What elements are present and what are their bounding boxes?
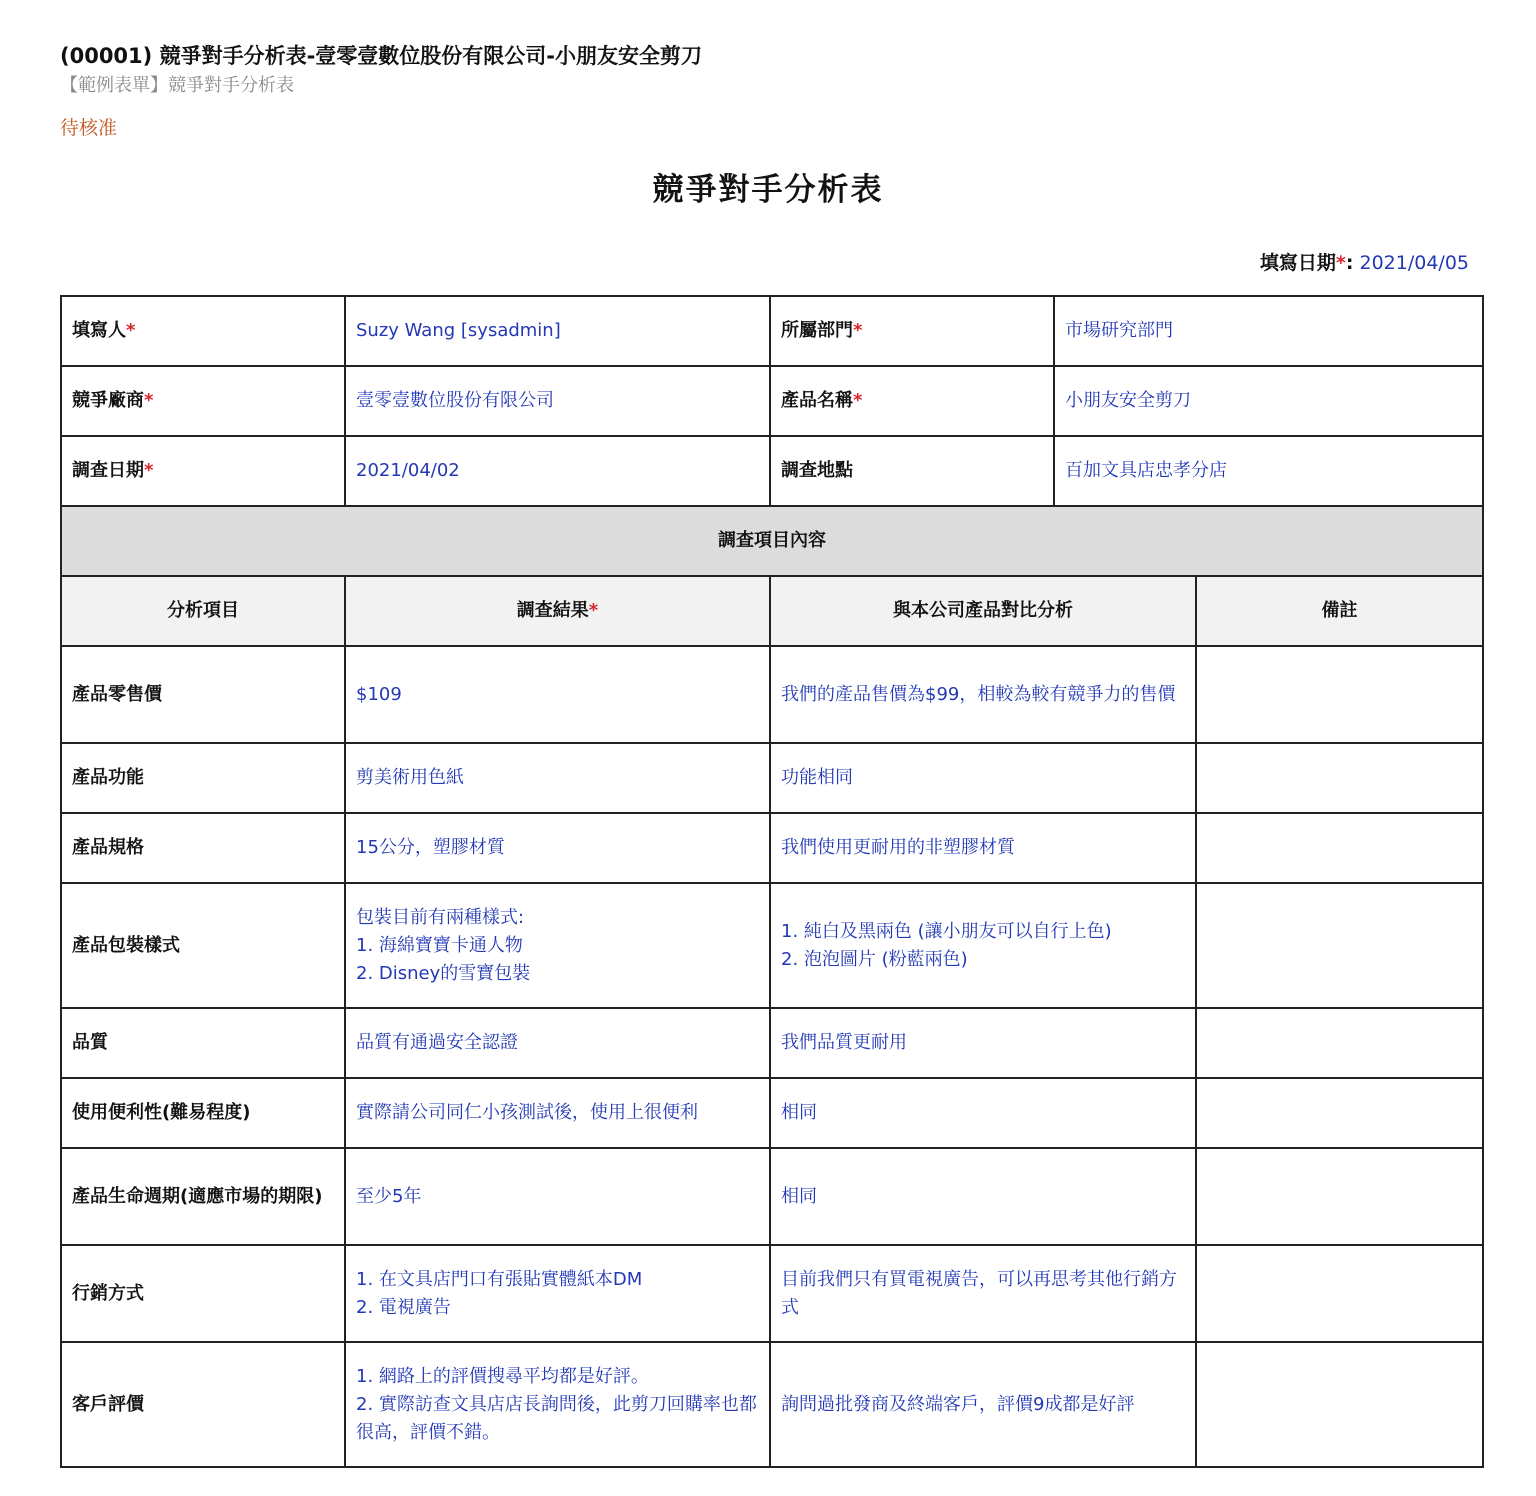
row-comparison: 1. 純白及黑兩色 (讓小朋友可以自行上色) 2. 泡泡圖片 (粉藍兩色) [770,883,1196,1008]
fill-date-colon: : [1345,252,1354,274]
table-row [61,1008,1483,1078]
row-item: 行銷方式 [61,1245,345,1342]
status-badge: 待核准 [60,117,118,139]
survey-date-value: 2021/04/02 [345,436,770,506]
row-item: 使用便利性(難易程度) [61,1078,345,1148]
row-notes [1196,646,1483,743]
row-item: 產品零售價 [61,646,345,743]
row-comparison: 相同 [770,1148,1196,1245]
row-item: 品質 [61,1008,345,1078]
column-header-row [61,576,1483,646]
department-label: 所屬部門* [770,296,1054,366]
survey-location-label: 調查地點 [770,436,1054,506]
form-title: 競爭對手分析表 [652,172,884,208]
row-result: 1. 網路上的評價搜尋平均都是好評。 2. 實際訪查文具店店長詢問後，此剪刀回購率也都很高，評價不錯。 [345,1342,770,1467]
row-result: 15公分，塑膠材質 [345,813,770,883]
department-value: 市場研究部門 [1054,296,1483,366]
table-row [61,1342,1483,1467]
competitor-analysis-table [60,295,1484,1468]
row-result: 1. 在文具店門口有張貼實體紙本DM 2. 電視廣告 [345,1245,770,1342]
row-notes [1196,813,1483,883]
row-comparison: 我們使用更耐用的非塑膠材質 [770,813,1196,883]
row-result: 剪美術用色紙 [345,743,770,813]
table-row [61,743,1483,813]
info-row [61,296,1483,366]
fill-date-value: 2021/04/05 [1359,252,1469,274]
row-item: 產品包裝樣式 [61,883,345,1008]
row-comparison: 詢問過批發商及終端客戶，評價9成都是好評 [770,1342,1196,1467]
col-header-notes: 備註 [1196,576,1483,646]
filler-label: 填寫人* [61,296,345,366]
product-name-value: 小朋友安全剪刀 [1054,366,1483,436]
row-comparison: 相同 [770,1078,1196,1148]
row-notes [1196,1342,1483,1467]
info-row [61,366,1483,436]
row-item: 產品功能 [61,743,345,813]
required-mark: * [1335,252,1346,274]
row-comparison: 目前我們只有買電視廣告，可以再思考其他行銷方式 [770,1245,1196,1342]
col-header-result: 調查結果* [345,576,770,646]
fill-date [1260,248,1469,275]
row-notes [1196,1078,1483,1148]
row-notes [1196,1008,1483,1078]
row-result: 包裝目前有兩種樣式: 1. 海綿寶寶卡通人物 2. Disney的雪寶包裝 [345,883,770,1008]
table-row [61,883,1483,1008]
row-notes [1196,743,1483,813]
survey-date-label: 調查日期* [61,436,345,506]
col-header-item: 分析項目 [61,576,345,646]
row-item: 產品生命週期(適應市場的期限) [61,1148,345,1245]
table-row [61,1078,1483,1148]
row-notes [1196,883,1483,1008]
survey-location-value: 百加文具店忠孝分店 [1054,436,1483,506]
col-header-comparison: 與本公司產品對比分析 [770,576,1196,646]
row-comparison: 我們的產品售價為$99，相較為較有競爭力的售價 [770,646,1196,743]
table-row [61,1245,1483,1342]
document-title: (00001) 競爭對手分析表-壹零壹數位股份有限公司-小朋友安全剪刀 [60,44,702,68]
row-comparison: 功能相同 [770,743,1196,813]
product-name-label: 產品名稱* [770,366,1054,436]
row-result: 品質有通過安全認證 [345,1008,770,1078]
form-template-name: 【範例表單】競爭對手分析表 [60,75,294,96]
competitor-label: 競爭廠商* [61,366,345,436]
table-row [61,1148,1483,1245]
row-notes [1196,1245,1483,1342]
row-item: 產品規格 [61,813,345,883]
fill-date-label: 填寫日期 [1259,252,1336,274]
row-notes [1196,1148,1483,1245]
info-row [61,436,1483,506]
table-row [61,813,1483,883]
table-row [61,646,1483,743]
row-result: $109 [345,646,770,743]
row-result: 至少5年 [345,1148,770,1245]
row-comparison: 我們品質更耐用 [770,1008,1196,1078]
section-header-row [61,506,1483,576]
competitor-value: 壹零壹數位股份有限公司 [345,366,770,436]
row-result: 實際請公司同仁小孩測試後，使用上很便利 [345,1078,770,1148]
filler-value: Suzy Wang [sysadmin] [345,296,770,366]
row-item: 客戶評價 [61,1342,345,1467]
section-title: 調查項目內容 [61,506,1483,576]
